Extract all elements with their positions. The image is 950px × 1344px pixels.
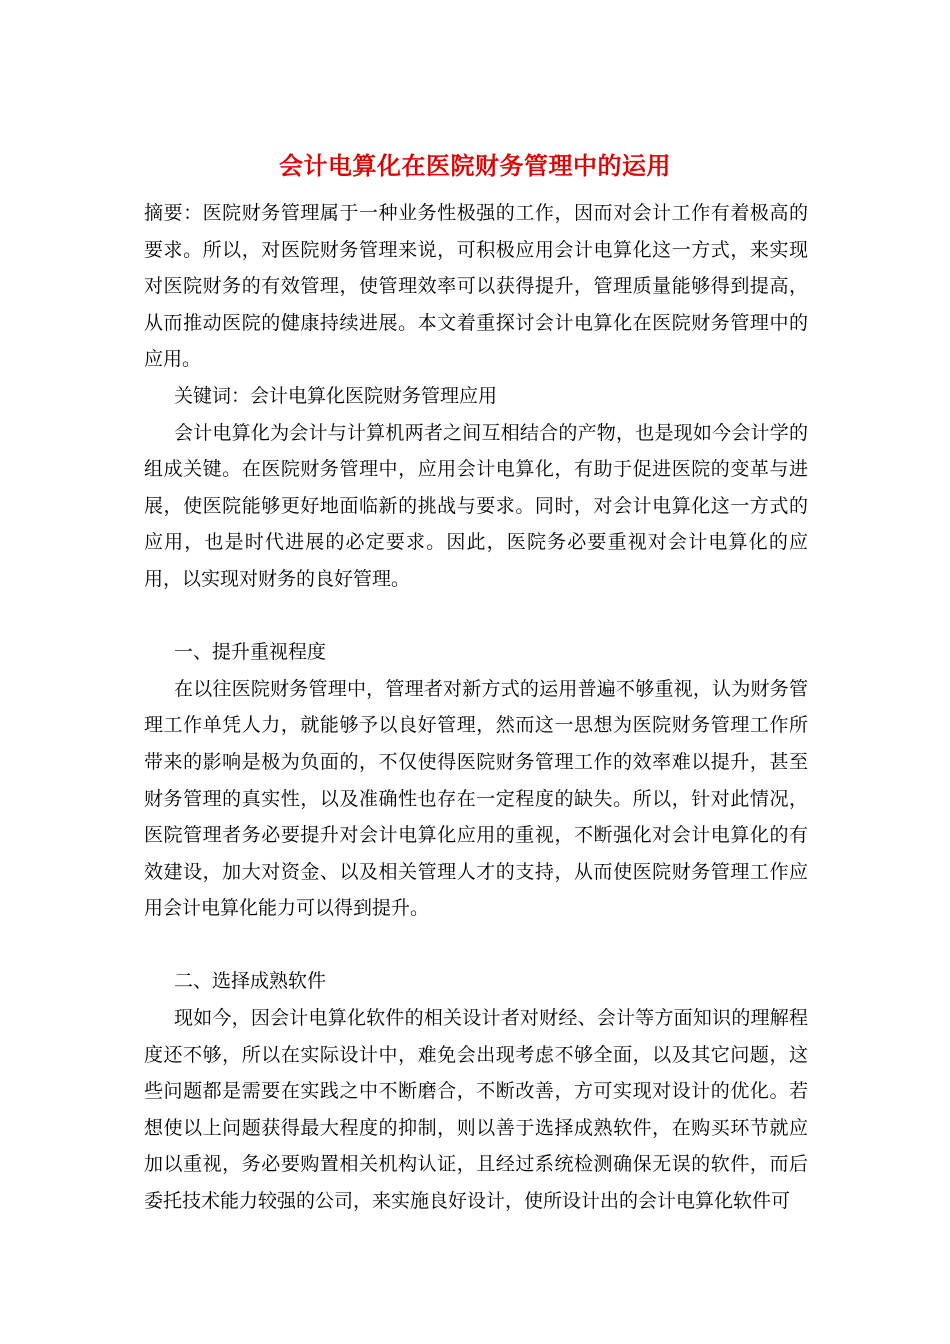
document-body: [144, 195, 808, 1220]
section-heading: 二、选择成熟软件: [174, 970, 327, 993]
section-paragraph: 在以往医院财务管理中，管理者对新方式的运用普遍不够重视，认为财务管理工作单凭人力，就能够予以良好管理，然而这一思想为医院财务管理工作所带来的影响是极为负面的，不仅使得医院财务管理工作的效率难以提升，甚至财务管理的真实性，以及准确性也存在一定程度的缺失。所以，针对此情况，医院管理者务必要提升对会计电算化应用的重视，不断强化对会计电算化的有效建设，加大对资金、以及相关管理人才的支持，从而使医院财务管理工作应用会计电算化能力可以得到提升。: [144, 677, 808, 920]
intro-paragraph: 会计电算化为会计与计算机两者之间互相结合的产物，也是现如今会计学的组成关键。在医院财务管理中，应用会计电算化，有助于促进医院的变革与进展，使医院能够更好地面临新的挑战与要求。同时，对会计电算化这一方式的应用，也是时代进展的必定要求。因此，医院务必要重视对会计电算化的应用，以实现对财务的良好管理。: [144, 421, 808, 590]
section-paragraph: 现如今，因会计电算化软件的相关设计者对财经、会计等方面知识的理解程度还不够，所以在实际设计中，难免会出现考虑不够全面，以及其它问题，这些问题都是需要在实践之中不断磨合，不断改善，方可实现对设计的优化。若想使以上问题获得最大程度的抑制，则以善于选择成熟软件，在购买环节就应加以重视，务必要购置相关机构认证，且经过系统检测确保无误的软件，而后委托技术能力较强的公司，来实施良好设计，使所设计出的会计电算化软件可: [144, 1007, 808, 1213]
section-heading: 一、提升重视程度: [174, 641, 327, 664]
abstract-paragraph: 摘要：医院财务管理属于一种业务性极强的工作，因而对会计工作有着极高的要求。所以，对医院财务管理来说，可积极应用会计电算化这一方式，来实现对医院财务的有效管理，使管理效率可以获得提升，管理质量能够得到提高，从而推动医院的健康持续进展。本文着重探讨会计电算化在医院财务管理中的应用。: [144, 202, 808, 371]
keywords-line: 关键词：会计电算化医院财务管理应用: [174, 384, 498, 407]
document-title: 会计电算化在医院财务管理中的运用: [279, 151, 671, 180]
